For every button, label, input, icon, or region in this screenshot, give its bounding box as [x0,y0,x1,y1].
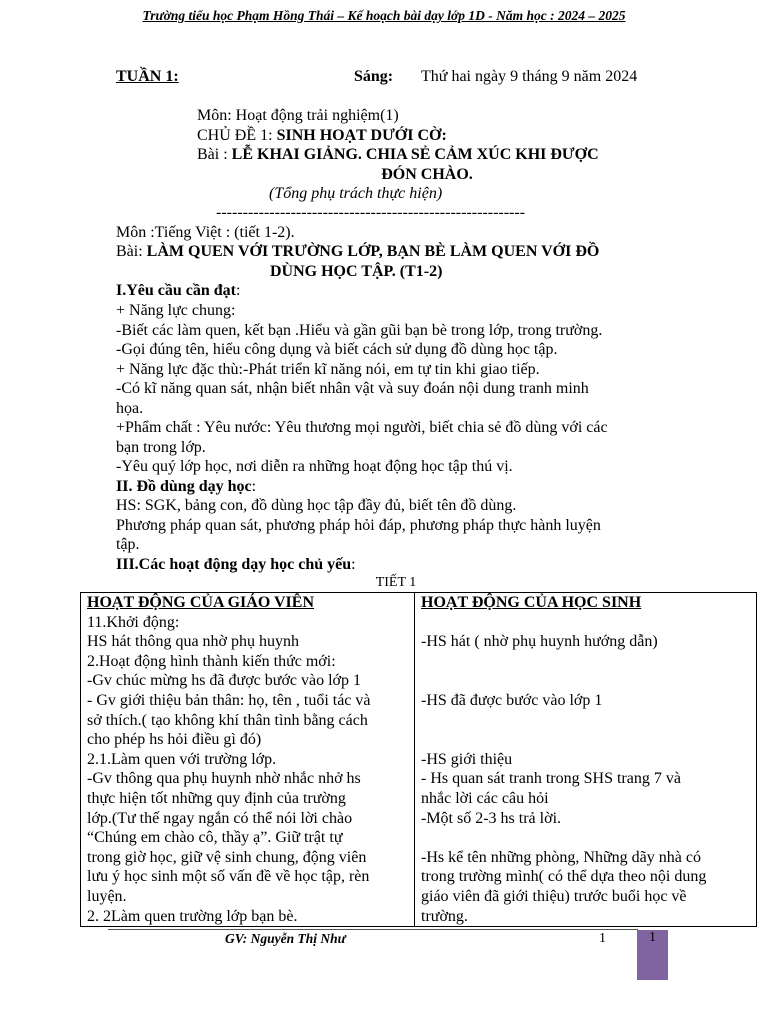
student-activity-line: -Hs kể tên những phòng, Những dãy nhà có [421,848,701,866]
teacher-activity-line: - Gv giới thiệu bản thân: họ, tên , tuổi tác và [87,691,371,709]
section1-title: I.Yêu cầu cần đạt [116,282,237,299]
section3-heading [116,555,356,575]
section1-line: -Biết các làm quen, kết bạn .Hiểu và gần gũi bạn bè trong lớp, trong trường. [116,322,603,339]
footer-divider [108,929,638,930]
lesson1-title-line2: ĐÓN CHÀO. [381,166,473,183]
student-activity-line: trường. [421,907,468,925]
separator-line: ---------------------------------------------------------- [216,204,526,221]
student-activity-line [421,652,750,672]
teacher-activity-line: lớp.(Tư thế ngay ngắn có thể nói lời chào [87,809,353,827]
lesson2-title-line1: LÀM QUEN VỚI TRƯỜNG LỚP, BẠN BÈ LÀM QUEN VỚI ĐỒ [146,243,600,260]
lesson2-title [116,242,599,262]
student-activity-line: -Một số 2-3 hs trả lời. [421,809,562,827]
student-activity-line [421,828,750,848]
footer-page-number: 1 [599,931,606,946]
section1-line: + Năng lực chung: [116,302,236,319]
section1-line: +Phẩm chất : Yêu nước: Yêu thương mọi người, biết chia sẻ đồ dùng với các [116,419,608,436]
section3-colon: : [351,556,356,573]
footer-teacher-name: GV: Nguyễn Thị Như [225,931,346,946]
section1-line: + Năng lực đặc thù:-Phát triển kĩ năng nói, em tự tin khi giao tiếp. [116,361,540,378]
section1-line: -Yêu quý lớp học, nơi diễn ra những hoạt động học tập thú vị. [116,458,513,475]
teacher-activity-line: -Gv chúc mừng hs đã được bước vào lớp 1 [87,672,362,690]
section2-line: HS: SGK, bảng con, đồ dùng học tập đầy đủ, biết tên đồ dùng. [116,497,517,514]
lesson1-title [197,145,599,165]
student-activity-line [421,711,750,731]
section1-colon: : [236,282,241,299]
teacher-activity-line: 2.1.Làm quen với trường lớp. [87,750,277,768]
section2-heading [116,477,256,497]
teacher-activity-line: “Chúng em chào cô, thầy ạ”. Giữ trật tự [87,829,343,847]
week-label: TUẦN 1: [116,68,179,85]
section2-line: tập. [116,536,140,553]
student-activity-line: nhắc lời các câu hỏi [421,789,549,807]
teacher-activity-line: 2.Hoạt động hình thành kiến thức mới: [87,652,336,670]
teacher-activity-line: cho phép hs hỏi điều gì đó) [87,731,262,749]
student-activity-line: -HS giới thiệu [421,750,513,768]
student-activity-line [421,671,750,691]
student-column-header: HOẠT ĐỘNG CỦA HỌC SINH [421,594,642,611]
student-activity-line: -HS đã được bước vào lớp 1 [421,691,603,709]
lesson1-subject: Môn: Hoạt động trải nghiệm(1) [197,107,399,124]
period-label: TIẾT 1 [375,575,417,590]
teacher-activity-line: -Gv thông qua phụ huynh nhờ nhắc nhở hs [87,770,361,788]
student-activity-line [421,730,750,750]
section1-line: -Có kĩ năng quan sát, nhận biết nhân vật và suy đoán nội dung tranh minh [116,380,589,397]
teacher-activity-line: luyện. [87,887,127,905]
section1-line: bạn trong lớp. [116,439,206,456]
teacher-activity-line: sở thích.( tạo không khí thân tình bằng cách [87,711,368,729]
teacher-activity-line: HS hát thông qua nhờ phụ huynh [87,633,300,651]
teacher-activities-column [81,593,415,927]
teacher-activity-line: trong giờ học, giữ vệ sinh chung, động viên [87,848,367,866]
teacher-activity-line: thực hiện tốt những quy định của trường [87,789,346,807]
lesson1-note: (Tổng phụ trách thực hiện) [269,185,443,202]
teacher-activity-line: lưu ý học sinh một số vấn đề về học tập, rèn [87,868,370,886]
section2-colon: : [251,478,257,495]
lesson1-topic-title: SINH HOẠT DƯỚI CỜ: [276,127,447,144]
teacher-column-header: HOẠT ĐỘNG CỦA GIÁO VIÊN [87,594,314,611]
lesson1-title-prefix: Bài : [197,146,232,163]
page-header: Trường tiểu học Phạm Hồng Thái – Kế hoạch bài dạy lớp 1D - Năm học : 2024 – 2025 [142,8,626,23]
section2-line: Phương pháp quan sát, phương pháp hỏi đáp, phương pháp thực hành luyện [116,517,601,534]
session-label: Sáng: [354,68,394,85]
activities-table [80,592,757,927]
lesson1-topic-prefix: CHỦ ĐỀ 1: [197,127,277,144]
student-activity-line [421,613,750,633]
lesson2-title-line2: DÙNG HỌC TẬP. (T1-2) [270,263,443,280]
section1-heading [116,281,240,301]
page-number-box: 1 [637,930,668,980]
student-activity-line: - Hs quan sát tranh trong SHS trang 7 và [421,770,681,788]
lesson-date: Thứ hai ngày 9 tháng 9 năm 2024 [421,68,638,85]
student-activity-line: giáo viên đã giới thiệu) trước buổi học về [421,887,687,905]
student-activities-column [415,593,757,927]
section3-title: III.Các hoạt động dạy học chủ yếu [116,556,352,573]
teacher-activity-line: 11.Khởi động: [87,613,180,631]
lesson2-title-prefix: Bài: [116,243,147,260]
section1-line: họa. [116,400,144,417]
student-activity-line: -HS hát ( nhờ phụ huynh hướng dẫn) [421,633,658,651]
lesson1-title-line1: LỄ KHAI GIẢNG. CHIA SẺ CẢM XÚC KHI ĐƯỢC [231,146,599,163]
section1-line: -Gọi đúng tên, hiểu công dụng và biết cách sử dụng đồ dùng học tập. [116,341,558,358]
teacher-activity-line: 2. 2Làm quen trường lớp bạn bè. [87,907,298,925]
lesson2-subject: Môn :Tiếng Việt : (tiết 1-2). [116,224,295,241]
section2-title: II. Đồ dùng dạy học [116,478,252,495]
student-activity-line: trong trường mình( có thể dựa theo nội dung [421,868,707,886]
lesson1-topic [197,126,447,146]
table-row [81,593,757,927]
